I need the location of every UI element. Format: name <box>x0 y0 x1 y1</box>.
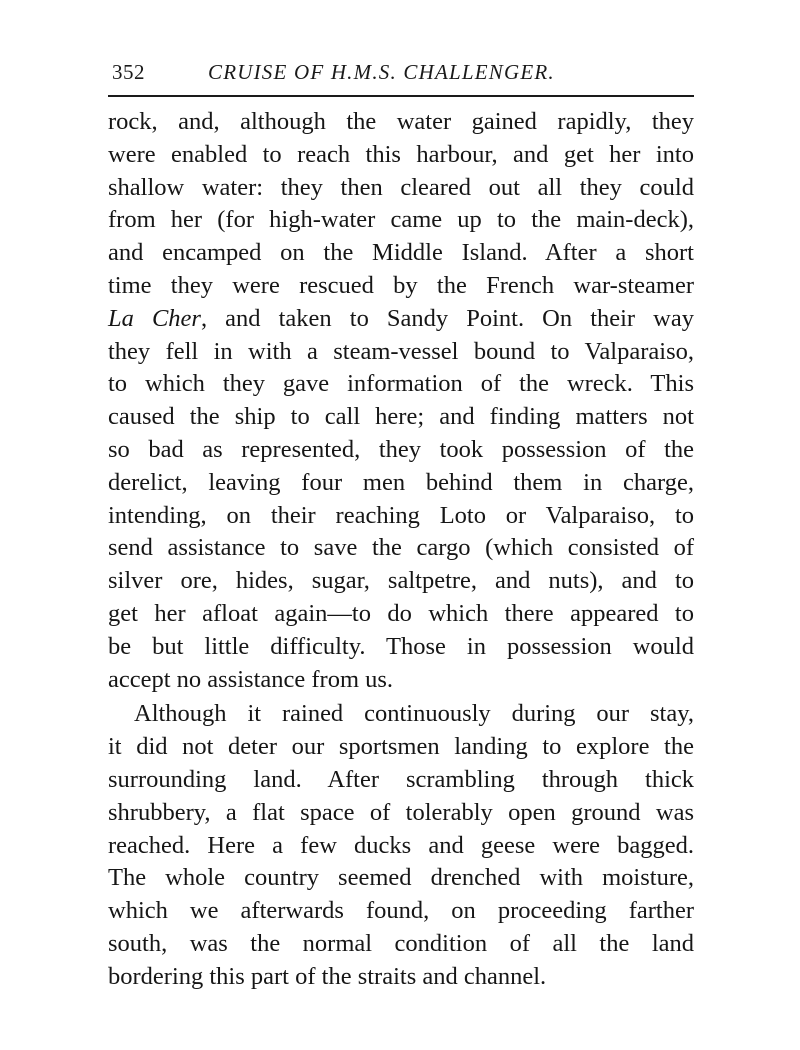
text-line: shallow water: they then cleared out all they could <box>108 173 694 201</box>
text-line: which we afterwards found, on proceeding farther <box>108 897 694 925</box>
header-rule <box>108 95 694 97</box>
text-line: silver ore, hides, sugar, saltpetre, and nuts), and to <box>108 567 694 595</box>
text-line: shrubbery, a flat space of tolerably open ground was <box>108 798 694 826</box>
text-line: get her afloat again—to do which there appeared to <box>108 599 694 627</box>
text-line: derelict, leaving four men behind them in charge, <box>108 468 694 496</box>
body-text <box>108 106 694 994</box>
text-line: surrounding land. After scrambling through thick <box>108 765 694 793</box>
text-line: The whole country seemed drenched with moisture, <box>108 864 694 892</box>
ship-name-italic: La Cher <box>108 304 201 332</box>
text-line: so bad as represented, they took possession of the <box>108 435 694 463</box>
text-line: bordering this part of the straits and channel. <box>108 962 547 990</box>
text-line <box>108 303 694 336</box>
text-line: they fell in with a steam-vessel bound to Valparaiso, <box>108 337 694 365</box>
running-title: CRUISE OF H.M.S. CHALLENGER. <box>208 60 555 84</box>
text-line: intending, on their reaching Loto or Valparaiso, to <box>108 501 694 529</box>
text-line: were enabled to reach this harbour, and get her into <box>108 140 694 168</box>
text-line: caused the ship to call here; and finding matters not <box>108 403 694 431</box>
text-line: accept no assistance from us. <box>108 665 394 693</box>
page-number: 352 <box>112 60 145 84</box>
paragraph-2 <box>108 698 694 993</box>
text-line: time they were rescued by the French war-steamer <box>108 271 694 299</box>
text-line: reached. Here a few ducks and geese were bagged. <box>108 831 694 859</box>
page-header <box>108 58 694 88</box>
text-line: rock, and, although the water gained rapidly, they <box>108 108 694 135</box>
text-line: from her (for high-water came up to the main-deck), <box>108 206 694 234</box>
text-line: and encamped on the Middle Island. After a short <box>108 239 694 267</box>
text-line: to which they gave information of the wreck. This <box>108 370 694 398</box>
paragraph-1 <box>108 106 694 696</box>
text-line: Although it rained continuously during our stay, <box>134 700 694 728</box>
text-line: send assistance to save the cargo (which consisted of <box>108 534 694 562</box>
text-line: be but little difficulty. Those in possession would <box>108 632 694 660</box>
text-line: south, was the normal condition of all the land <box>108 929 694 957</box>
text-line: it did not deter our sportsmen landing to explore the <box>108 733 694 761</box>
text-line-rest: , and taken to Sandy Point. On their way <box>200 304 694 332</box>
